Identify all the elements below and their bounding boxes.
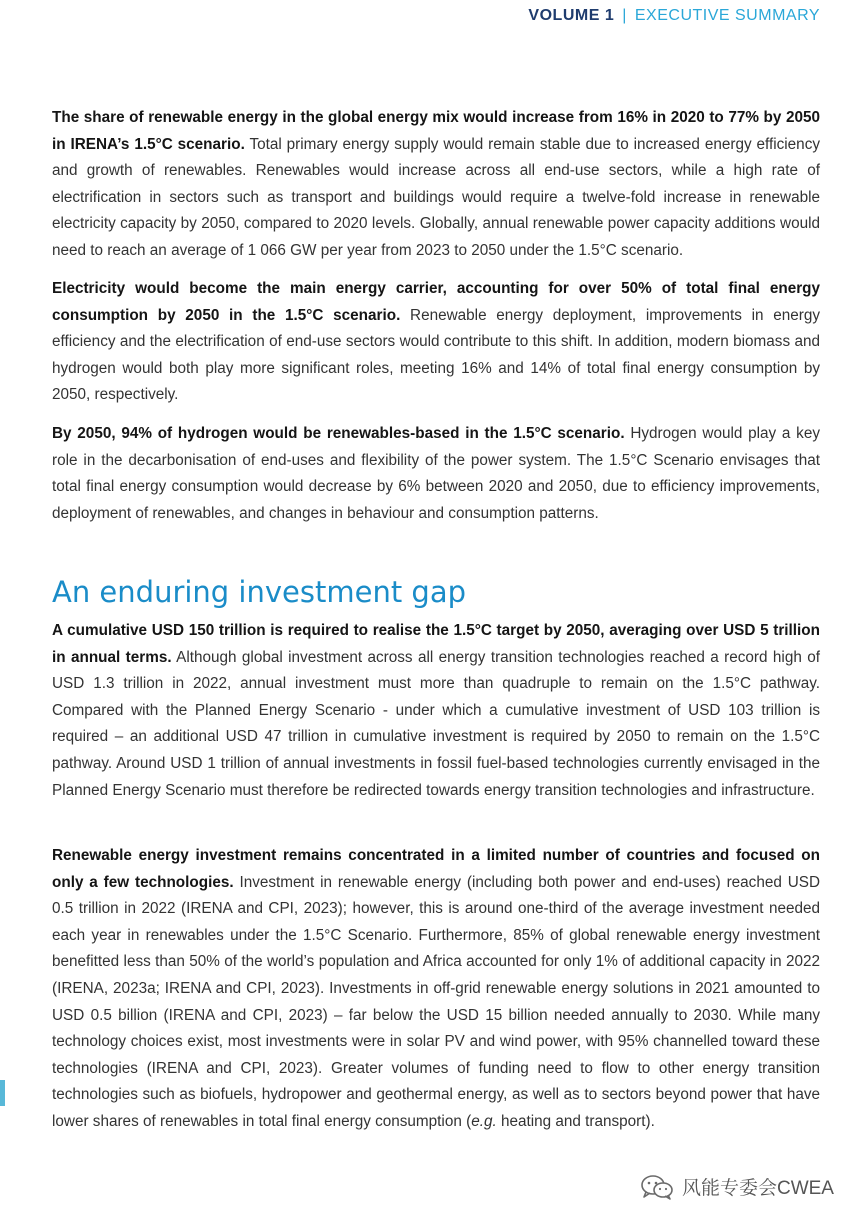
paragraph-text: Investment in renewable energy (including both power and end-uses) reached USD 0.5 trillion in 2022 (IRENA and CPI, 2023); however, this is around one-third of the average investment needed each year in renewables under the 1.5°C Scenario. Furthermore, 85% of global renewable energy investment benefitted less than 50% of the world’s population and Africa accounted for only 1% of additional capacity in 2022 (IRENA, 2023a; IRENA and CPI, 2023). Investments in off-grid renewable energy solutions in 2021 amounted to USD 0.5 billion (IRENA and CPI, 2023) – far below the USD 15 billion needed annually to 2030. While many technology choices exist, most investments were in solar PV and wind power, with 95% channelled toward these technologies (IRENA and CPI, 2023). Greater volumes of funding need to flow to other energy transition technologies such as biofuels, hydropower and geothermal energy, as well as to sectors beyond power that have lower shares of renewables in total final energy consumption ( <box>52 873 820 1130</box>
header-separator: | <box>622 7 627 24</box>
page-edge-marker <box>0 1080 5 1106</box>
watermark-text: 风能专委会CWEA <box>681 1178 834 1199</box>
paragraph-electricity-carrier <box>52 276 820 409</box>
paragraph-renewable-share <box>52 105 820 265</box>
paragraph-italic: e.g. <box>471 1112 497 1130</box>
paragraph-lead: A cumulative USD 150 trillion is required to realise the 1.5°C target by 2050, averaging over USD 5 trillion in annual terms. <box>52 622 820 666</box>
watermark <box>640 1173 834 1200</box>
paragraph-text: Hydrogen would play a key role in the decarbonisation of end-uses and flexibility of the power system. The 1.5°C Scenario envisages that total final energy consumption would decrease by 6% between 2020 and 2050, due to efficiency improvements, deployment of renewables, and changes in behaviour and consumption patterns. <box>52 425 820 522</box>
paragraph-lead: By 2050, 94% of hydrogen would be renewables-based in the 1.5°C scenario. <box>52 425 625 442</box>
running-header <box>528 7 820 25</box>
paragraph-lead: Renewable energy investment remains concentrated in a limited number of countries and focused on only a few technologies. <box>52 847 820 891</box>
paragraph-lead: Electricity would become the main energy carrier, accounting for over 50% of total final energy consumption by 2050 in the 1.5°C scenario. <box>52 280 820 324</box>
volume-label: VOLUME 1 <box>528 7 615 24</box>
section-label: EXECUTIVE SUMMARY <box>634 7 820 24</box>
paragraph-text: Renewable energy deployment, improvements in energy efficiency and the electrification of end-use sectors would contribute to this shift. In addition, modern biomass and hydrogen would both play more significant roles, meeting 16% and 14% of total final energy consumption by 2050, respectively. <box>52 306 820 404</box>
section-heading: An enduring investment gap <box>52 575 467 609</box>
paragraph-hydrogen <box>52 421 820 527</box>
paragraph-cumulative-investment <box>52 618 820 804</box>
paragraph-investment-concentration <box>52 843 820 1136</box>
paragraph-text: Total primary energy supply would remain stable due to increased energy efficiency and growth of renewables. Renewables would increase across all end-use sectors, while a high rate of electrification in sectors such as transport and buildings would require a twelve-fold increase in renewable electricity capacity by 2050, compared to 2020 levels. Globally, annual renewable power capacity additions would need to reach an average of 1 066 GW per year from 2023 to 2050 under the 1.5°C scenario. <box>52 135 820 259</box>
paragraph-tail: heating and transport). <box>496 1112 655 1130</box>
wechat-icon <box>640 1174 674 1200</box>
paragraph-text: Although global investment across all energy transition technologies reached a record high of USD 1.3 trillion in 2022, annual investment must more than quadruple to remain on the 1.5°C pathway. Compared with the Planned Energy Scenario - under which a cumulative investment of USD 103 trillion is required – an additional USD 47 trillion in cumulative investment is required by 2050 to remain on the 1.5°C pathway. Around USD 1 trillion of annual investments in fossil fuel-based technologies currently envisaged in the Planned Energy Scenario must therefore be redirected towards energy transition technologies and infrastructure. <box>52 648 820 799</box>
paragraph-lead: The share of renewable energy in the global energy mix would increase from 16% in 2020 to 77% by 2050 in IRENA’s 1.5°C scenario. <box>52 109 820 153</box>
